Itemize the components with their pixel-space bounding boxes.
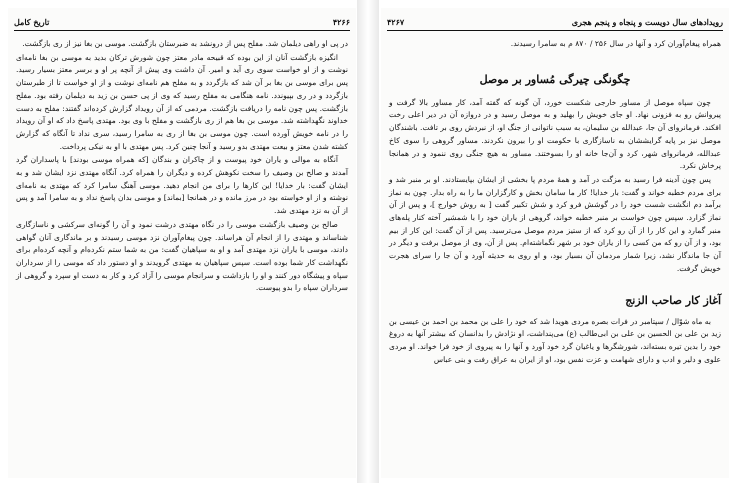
section-heading: آغاز كار صاحب الزنج	[625, 293, 721, 307]
paragraph: پس چون آدينه فرا رسيد به مزگت در آمد و همهٔ مردم پا بخشى از ايشان بپايستادند. او بر منبر شد و براى مردم خطبه خواند و گفت: بار خدايا! كار ما سامان بخش و كارگزاران ما را به راه بدار. چون به نماز برآمد دم انگشت شست خود را در گوشش فرو كرد و شش تكبير گفت [ به روش خوارج ]، و پس از آن نماز گزارد. سپس چون خواست بر منبر خطبه خواند، گروهى از ياران خود را با شمشير آخته كنار پله‌هاى منبر گمارد و اين كار را از آن رو كرد كه از ستيز مردم موصل مى‌ترسيد. پس از آن گفت: اين كار از بيم بود، و از آن رو كه من كسى را از ياران خود بر شهر نگماشته‌ام. پس از آن، وى از موصل برفت و ديگر در آن جا ماندگار نشد، زيرا شمار مردمان آن بسيار بود، و او روى به حديثه آورد و آن جا را سراى هجرت خويش گرفت.	[389, 174, 721, 273]
paragraph: آنگاه به موالى و ياران خود پيوست و از چاكران و بندگان [كه همراه موسى بودند] با پاسداران گرد آمدند و صالح بن وصيف را سخت نكوهش كرده و ديگران را همراه كرد. آنگاه مهتدى نزد ايشان شد و به ايشان گفت: بار خدايا! اين كارها را براى من انجام دهيد. موسى آهنگ سامرا كرد كه مهتدى به نامه‌اى نوشته و از او خواسته بود در مرز مانده و در همانجا [بماند] و موسى بدان پاسخ نداد و به سامرا آمد و پس از آن به نزد مهتدى شد.	[16, 155, 348, 216]
paragraph: به ماه شوّال / سپتامبر در فرات بصره مردى هويدا شد كه خود را على بن محمد بن احمد بن عيسى بن زيد بن على بن الحسين بن على بن ابى‌طالب (ع) مى‌پنداشت، او نژادش را بدانسان كه بيشتر آنها به دروغ خود را بدين تيره بسته‌اند، شورشگرها و ياغيان گرد خود آورد و آنها را به پيروى از خود فرا خواند. او مردى علوى و دلير و ادب و داراى شهامت و عزت نفس بود، او از ايران به عراق رفت و بنى عباس	[389, 316, 721, 364]
paragraph: در پى او راهى ديلمان شد. مفلح پس از درونشد به ضبرستان بازگشت. موسى بن بغا نيز از رى بازگشت.	[22, 39, 348, 48]
right-page-body	[389, 38, 721, 474]
left-page-header	[14, 14, 350, 31]
left-page	[8, 8, 356, 478]
page-number: ۴۲۶۶	[332, 17, 350, 27]
chapter-title: رويدادهاى سال دويست و پنجاه و پنجم هجرى	[571, 17, 723, 27]
page-number: ۴۲۶۷	[387, 17, 405, 27]
right-page	[381, 8, 729, 478]
book-gutter	[357, 0, 379, 483]
book-title: تاريخ كامل	[14, 17, 50, 27]
section-heading: چگونگى چيرگى مُساور بر موصل	[479, 72, 631, 86]
paragraph: انگيزه بازگشت آنان از اين بوده كه قبيحه مادر معتز چون شورش تركان بديد به موسى بن بغا نامه‌اى نوشت و از او خواست سوى رى آيد و امير. آن داشت وى پيش از آنچه پر او و برسر معتز بسيار رسيد. پس براى موسى بن بغا بر آن شد كه بازگردد و به مفلح هم نامه‌اى نوشت و از او خواست تا از طبرستان بازگردد و در رى بپيوندد. نامه هنگامى به مفلح رسيد كه وى از پى حسن بن زيد به ديلمان رفته بود. مفلح بازگشت. پس چون نامه را دريافت بازگشت. مردمى كه از آن رويداد گزارش كرده‌اند گفتند: مفلح به دست خداوند نگهداشته شد. موسى بن بغا هم از رى بازگشت و مفلح با وى بود. مهتدى پاسخ داد كه او آن رويداد را در نامه خويش آورده است. چون موسى بن بغا از رى به سامرا رسيد، سرى نداد تا آنگاه كه گزارش كشته شدن معتز و بيعت مهتدى بدو رسيد و آنجا چنين كرد. پس مهتدى با او به نيكى پرداخت.	[16, 52, 348, 151]
right-page-header	[387, 14, 723, 31]
paragraph: صالح بن وصيف بازگشت موسى را در نگاه مهتدى درشت نمود و آن را گونه‌اى سركشى و ناسازگارى شناساند و مهتدى را از انجام آن هراساند. چون پيغام‌آوران نزد موسى رسيدند و بر ماندگارى آنان گواهى دادند، موسى با ياران نزد مهتدى آمد و او به سپاهيان گفت: من به شما ستم نكرده‌ام و آنچه كرده‌ام براى نگهداشت كار شما بوده است. سپس سپاهيان به مهتدى گرويدند و او دستور داد كه موسى را از سرداران سپاه و پيشگاه دور كنند و او را بازداشت و سرانجام موسى را آزاد كرد و كار به دست او سپرد و گروهى از سرداران سپاه را بدو پيوست.	[16, 219, 348, 293]
paragraph: چون سپاه موصل از مساور خارجى شكست خورد، آن گونه كه گفته آمد، كار مساور بالا گرفت و پيروانش رو به فزونى نهاد. او جاى خويش را بهليد و به موصل رسيد و در دروازه آن در دير اعلى رخت افكند. فرمانرواى آن جا، عبدالله بن سليمان، به سبب ناتوانى از جنگ او، از نبردش روى بر تافت. باشندگان موصل نيز بر پايه گرايششان به ناسازگارى با حكومت او را بيرون نكردند. مساور گروهى را سوى كاخ عبدالله، فرمانرواى شهر، كرد و آن‌جا خانه او را بسوختند. مساور به هيچ جنگى روى ننمود و در همانجا پرخاش نكرد.	[389, 97, 721, 171]
left-page-body	[16, 38, 348, 474]
paragraph: همراه پيغام‌آوران كرد و آنها در سال ۲۵۶ / ۸۷۰ م به سامرا رسيدند.	[510, 39, 721, 48]
